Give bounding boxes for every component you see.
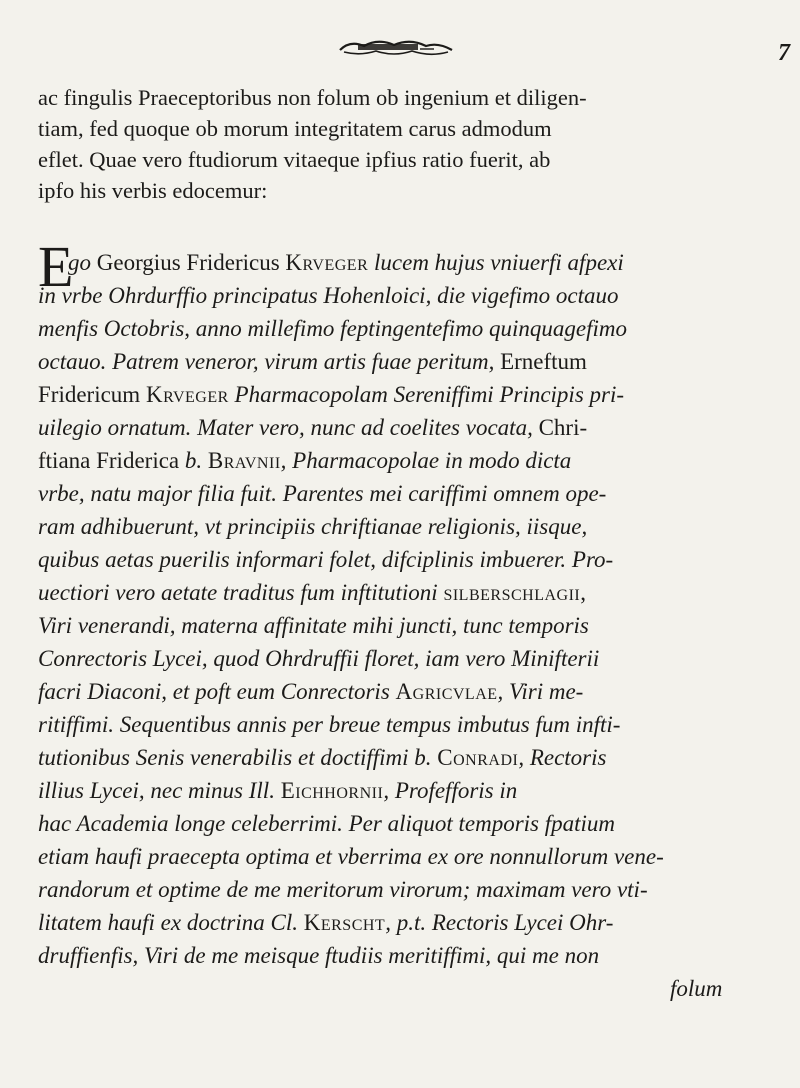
body-line: in vrbe Ohrdurffio principatus Hohenloici, die vigefimo octauo	[38, 283, 619, 308]
intro-line: tiam, fed quoque ob morum integritatem carus admodum	[38, 116, 552, 141]
body-line: litatem haufi ex doctrina Cl. Kerscht, p.t. Rectoris Lycei Ohr-	[38, 910, 614, 935]
body-line: facri Diaconi, et poft eum Conrectoris Agricvlae, Viri me-	[38, 679, 584, 704]
body-line: illius Lycei, nec minus Ill. Eichhornii, Profefforis in	[38, 778, 518, 803]
body-line: go Georgius Fridericus Krveger lucem hujus vniuerfi afpexi	[68, 250, 624, 275]
page-number: 7	[778, 40, 790, 66]
catchword: folum	[670, 976, 723, 1001]
drop-cap: E	[38, 234, 74, 299]
intro-line: ac fingulis Praeceptoribus non folum ob ingenium et diligen-	[38, 85, 587, 110]
body-line: quibus aetas puerilis informari folet, difciplinis imbuerer. Pro-	[38, 547, 614, 572]
body-line: druffienfis, Viri de me meisque ftudiis meritiffimi, qui me non	[38, 943, 600, 968]
body-line: Conrectoris Lycei, quod Ohrdruffii floret, iam vero Minifterii	[38, 646, 600, 671]
body-line: hac Academia longe celeberrimi. Per aliquot temporis fpatium	[38, 811, 616, 836]
body-line: Fridericum Krveger Pharmacopolam Sereniffimi Principis pri-	[38, 382, 625, 407]
intro-line: eflet. Quae vero ftudiorum vitaeque ipfius ratio fuerit, ab	[38, 147, 551, 172]
body-line: menfis Octobris, anno millefimo feptingentefimo quinquagefimo	[38, 316, 627, 341]
body-line: Viri venerandi, materna affinitate mihi juncti, tunc temporis	[38, 613, 589, 638]
body-line: tutionibus Senis venerabilis et doctiffimi b. Conradi, Rectoris	[38, 745, 607, 770]
body-line: ftiana Friderica b. Bravnii, Pharmacopolae in modo dicta	[38, 448, 572, 473]
intro-line: ipfo his verbis edocemur:	[38, 178, 268, 203]
body-line: randorum et optime de me meritorum virorum; maximam vero vti-	[38, 877, 648, 902]
body-line: uectiori vero aetate traditus fum inftitutioni silberschlagii,	[38, 580, 586, 605]
body-line: ritiffimi. Sequentibus annis per breue tempus imbutus fum infti-	[38, 712, 621, 737]
body-line: etiam haufi praecepta optima et vberrima ex ore nonnullorum vene-	[38, 844, 664, 869]
body-line: ram adhibuerunt, vt principiis chriftianae religionis, iisque,	[38, 514, 588, 539]
text-block	[38, 0, 778, 1088]
body-line: vrbe, natu major filia fuit. Parentes mei cariffimi omnem ope-	[38, 481, 607, 506]
body-line: uilegio ornatum. Mater vero, nunc ad coelites vocata, Chri-	[38, 415, 588, 440]
body-line: octauo. Patrem veneror, virum artis fuae peritum, Erneftum	[38, 349, 587, 374]
